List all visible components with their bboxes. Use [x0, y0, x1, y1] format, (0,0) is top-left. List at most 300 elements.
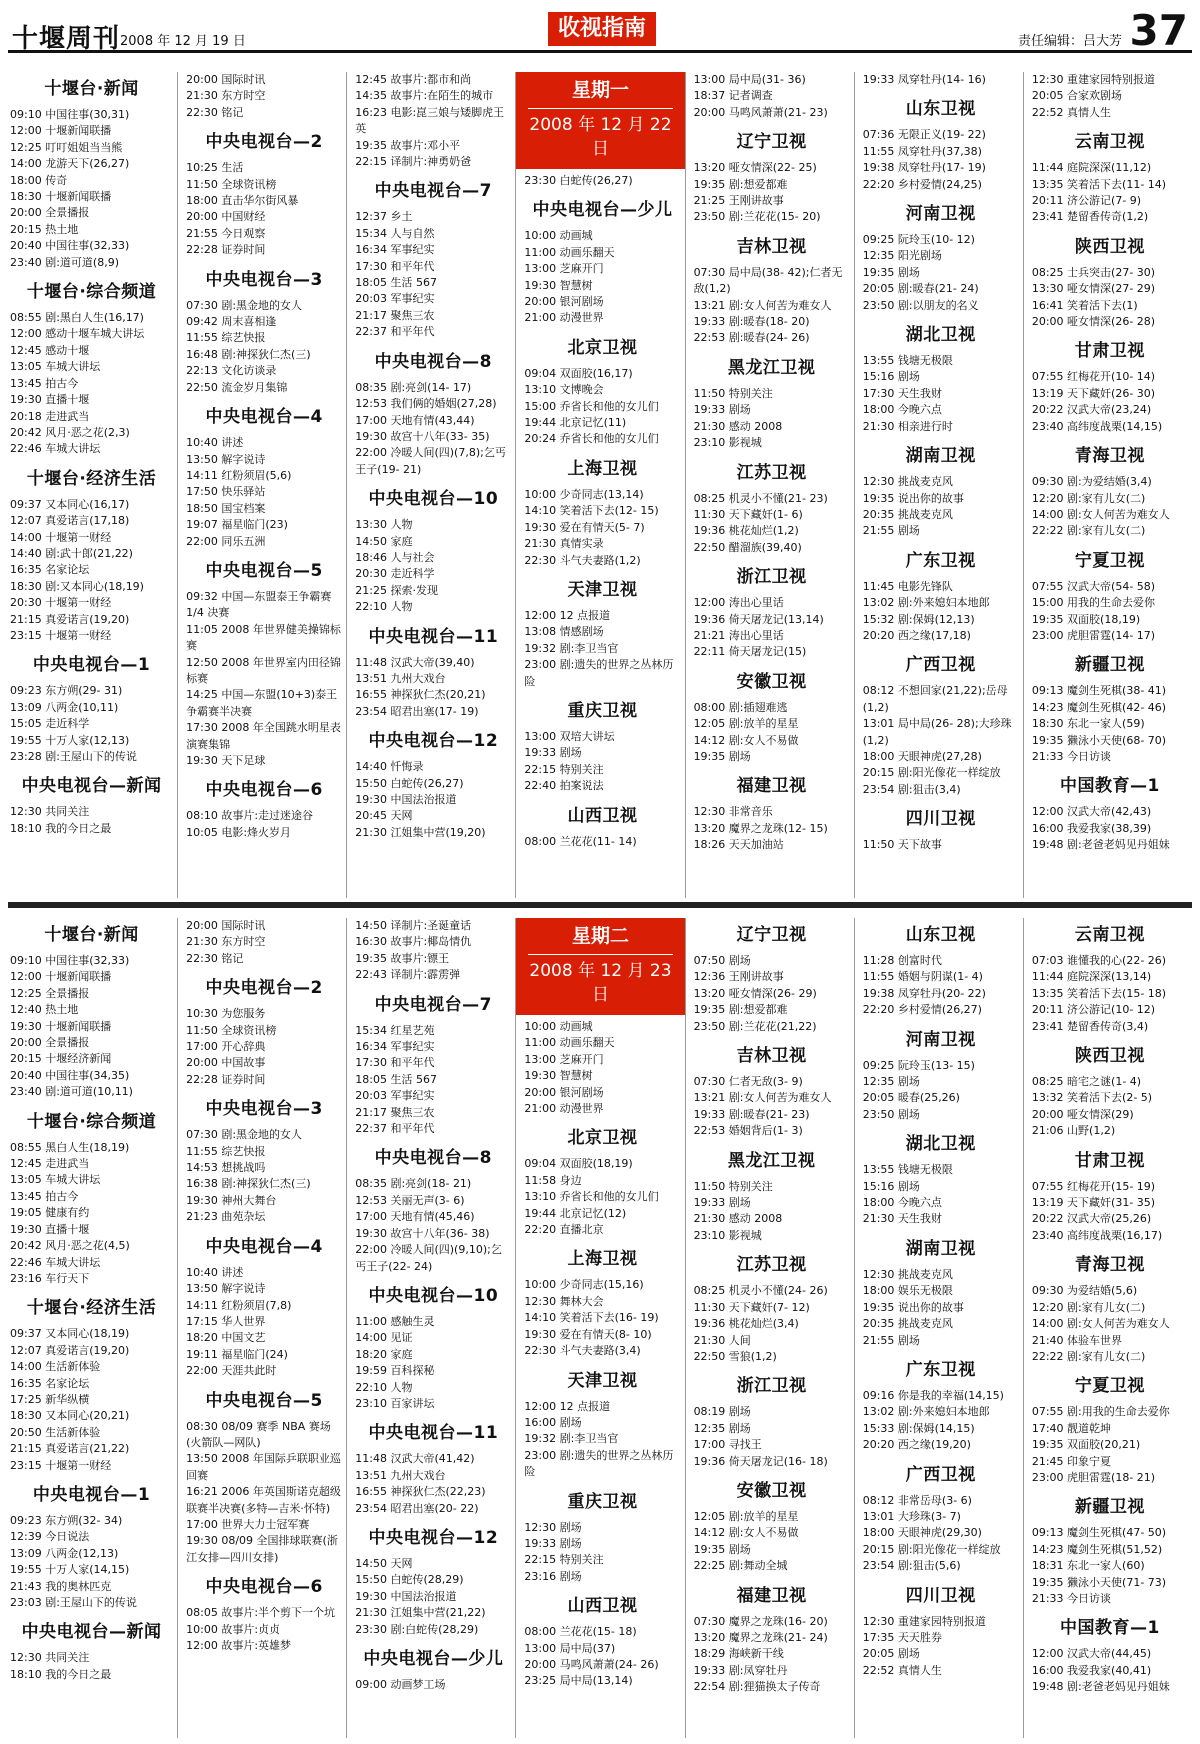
program-listing: 13:50 2008 年国际乒联职业巡回赛: [186, 1452, 341, 1482]
program-listing: 16:00 我爱我家(40,41): [1031, 1663, 1152, 1677]
program-listing: 22:00 天涯共此时: [186, 1364, 277, 1378]
program-listing: 13:20 魔界之龙珠(12- 15): [693, 821, 828, 835]
channel-heading: 黑龙江卫视: [727, 1150, 816, 1171]
program-listing: 19:35 剧场: [693, 749, 751, 763]
program-listing: 19:59 百科探秘: [355, 1364, 435, 1378]
program-listing: 20:40 中国往事(32,33): [10, 239, 130, 253]
program-listing: 09:32 中国—东盟泰王争霸赛 1/4 决赛: [186, 589, 335, 620]
channel-heading: 重庆卫视: [567, 700, 638, 721]
program-listing: 15:50 白蛇传(28,29): [355, 1573, 464, 1587]
channel-heading: 上海卫视: [567, 1249, 638, 1270]
channel-heading: 中央电视台—少儿: [363, 1649, 504, 1669]
program-listing: 18:30 东北一家人(59): [1031, 717, 1145, 731]
program-listing: 19:36 桃花灿烂(1,2): [693, 524, 799, 538]
program-listing: 14:50 天网: [355, 1556, 413, 1570]
program-listing: 15:34 红星艺苑: [355, 1023, 435, 1037]
channel-heading: 中央电视台—少儿: [532, 200, 673, 221]
listing-column: [515, 72, 684, 898]
program-listing: 09:23 东方朔(32- 34): [10, 1513, 123, 1527]
program-listing: 12:25 全景播报: [10, 986, 90, 1000]
program-listing: 23:00 虎胆雷霆(14- 17): [1031, 628, 1156, 642]
program-listing: 22:28 证券时间: [186, 243, 266, 257]
channel-heading: 浙江卫视: [736, 1376, 807, 1397]
program-listing: 23:50 剧场: [862, 1107, 920, 1121]
listing-column: [854, 72, 1023, 898]
channel-heading: 陕西卫视: [1074, 236, 1145, 257]
program-listing: 19:35 双面胶(18,19): [1031, 612, 1141, 626]
schedule-date: 2008 年 12 月 22 日: [528, 108, 672, 161]
program-listing: 12:20 剧:家有儿女(二): [1031, 1300, 1146, 1314]
program-listing: 20:18 走进武当: [10, 409, 90, 423]
channel-heading: 新疆卫视: [1074, 655, 1145, 676]
program-listing: 16:34 军事纪实: [355, 1040, 435, 1054]
program-listing: 16:48 剧:神探狄仁杰(三): [186, 347, 311, 361]
program-listing: 21:25 王刚讲故事: [693, 194, 784, 208]
program-listing: 21:23 曲苑杂坛: [186, 1210, 266, 1224]
program-listing: 19:38 凤穿牡丹(20- 22): [862, 986, 986, 1000]
channel-heading: 青海卫视: [1074, 1255, 1145, 1276]
program-listing: 12:07 真爱诺言(17,18): [10, 514, 130, 528]
program-listing: 14:00 龙游天下(26,27): [10, 157, 130, 171]
program-listing: 13:00 局中局(31- 36): [693, 73, 806, 86]
program-listing: 08:35 剧:亮剑(14- 17): [355, 380, 472, 394]
channel-heading: 中央电视台—6: [205, 780, 323, 801]
program-listing: 14:53 想挑战吗: [186, 1161, 266, 1175]
program-listing: 08:10 故事片:走过迷途谷: [186, 809, 314, 823]
program-listing: 10:00 少奇同志(15,16): [524, 1278, 644, 1292]
program-listing: 12:37 乡土: [355, 210, 413, 224]
program-listing: 18:30 十堰新闻联播: [10, 190, 112, 204]
program-listing: 09:00 动画梦工场: [355, 1678, 446, 1691]
channel-heading: 十堰台·新闻: [44, 79, 139, 99]
program-listing: 09:25 阮玲玉(10- 12): [862, 233, 975, 247]
program-listing: 13:50 解字说诗: [186, 1282, 266, 1296]
program-listing: 22:10 人物: [355, 600, 413, 614]
program-listing: 07:30 剧:黑金地的女人: [186, 298, 303, 312]
program-listing: 19:33 凤穿牡丹(14- 16): [862, 73, 986, 86]
program-listing: 22:22 剧:家有儿女(二): [1031, 524, 1146, 538]
channel-heading: 甘肃卫视: [1074, 1150, 1145, 1171]
program-listing: 22:53 剧:暖春(24- 26): [693, 331, 810, 345]
program-listing: 15:16 剧场: [862, 370, 920, 384]
channel-heading: 天津卫视: [567, 1370, 638, 1391]
program-listing: 09:30 为爱结婚(5,6): [1031, 1284, 1138, 1298]
channel-heading: 北京卫视: [567, 1128, 638, 1149]
program-listing: 13:32 笑着活下去(2- 5): [1031, 1091, 1153, 1105]
program-listing: 21:17 聚焦三农: [355, 308, 435, 322]
program-listing: 20:00 国际时讯: [186, 919, 266, 932]
program-listing: 12:07 真爱诺言(19,20): [10, 1343, 130, 1357]
program-listing: 18:05 生活 567: [355, 276, 437, 290]
program-listing: 20:20 西之缘(19,20): [862, 1438, 971, 1452]
program-listing: 20:15 剧:阳光像花一样绽放: [862, 1542, 1001, 1556]
program-listing: 22:52 真情人生: [862, 1663, 942, 1677]
program-listing: 19:32 剧:李卫当官: [524, 641, 619, 655]
program-listing: 22:15 特别关注: [524, 1553, 604, 1567]
program-listing: 18:00 天眼神虎(29,30): [862, 1526, 982, 1540]
channel-heading: 北京卫视: [567, 337, 638, 358]
program-listing: 13:00 芝麻开门: [524, 262, 604, 276]
program-listing: 20:05 暖春(25,26): [862, 1091, 960, 1105]
program-listing: 20:42 风月·恶之花(4,5): [10, 1239, 130, 1253]
channel-heading: 河南卫视: [905, 1029, 976, 1050]
channel-heading: 新疆卫视: [1074, 1497, 1145, 1518]
program-listing: 18:10 我的今日之最: [10, 1667, 112, 1681]
program-listing: 12:25 叮叮姐姐当当熊: [10, 140, 123, 154]
program-listing: 19:55 十万人家(14,15): [10, 1563, 130, 1577]
program-listing: 13:02 剧:外来媳妇本地郎: [862, 596, 990, 610]
listing-column: [685, 72, 854, 898]
program-listing: 20:00 银河剧场: [524, 1085, 604, 1099]
program-listing: 22:20 直播北京: [524, 1223, 604, 1237]
program-listing: 23:50 剧:兰花花(15- 20): [693, 210, 821, 224]
program-listing: 12:35 剧场: [693, 1421, 751, 1435]
program-listing: 19:35 说出你的故事: [862, 491, 964, 505]
program-listing: 21:30 感动 2008: [693, 1212, 783, 1226]
program-listing: 21:21 涛出心里话: [693, 628, 784, 642]
program-listing: 22:13 文化访谈录: [186, 364, 277, 378]
program-listing: 11:50 全球资讯榜: [186, 177, 277, 191]
program-listing: 14:12 剧:女人不易做: [693, 733, 799, 747]
listing-column: [1023, 72, 1192, 898]
program-listing: 22:53 婚姻背后(1- 3): [693, 1124, 803, 1138]
program-listing: 20:00 中国财经: [186, 210, 266, 224]
program-listing: 16:55 神探狄仁杰(22,23): [355, 1485, 486, 1499]
program-listing: 12:40 热土地: [10, 1003, 79, 1017]
channel-heading: 中央电视台—5: [205, 560, 323, 581]
program-listing: 09:16 你是我的幸福(14,15): [862, 1388, 1004, 1402]
program-listing: 07:30 剧:黑金地的女人: [186, 1128, 303, 1142]
channel-heading: 中国教育—1: [1059, 1618, 1160, 1639]
program-listing: 19:35 剧场: [862, 265, 920, 279]
program-listing: 14:11 红粉须眉(5,6): [186, 468, 292, 482]
program-listing: 13:35 笑着活下去(15- 18): [1031, 986, 1167, 1000]
program-listing: 16:41 笑着活下去(1): [1031, 298, 1138, 312]
program-listing: 17:00 天地有情(43,44): [355, 413, 475, 427]
program-listing: 23:40 高纬度战栗(16,17): [1031, 1228, 1163, 1242]
program-listing: 23:41 楚留香传奇(3,4): [1031, 1019, 1149, 1033]
program-listing: 20:05 剧:暖春(21- 24): [862, 282, 979, 296]
program-listing: 09:04 双面胶(18,19): [524, 1157, 633, 1171]
program-listing: 17:40 靓道乾坤: [1031, 1421, 1112, 1435]
channel-heading: 辽宁卫视: [736, 925, 807, 945]
program-listing: 12:30 重建家园特别报道: [862, 1614, 986, 1628]
channel-heading: 中央电视台—5: [205, 1390, 323, 1411]
program-listing: 18:37 记者调查: [693, 89, 773, 103]
program-listing: 19:33 剧场: [693, 1196, 751, 1210]
channel-heading: 安徽卫视: [736, 1480, 807, 1501]
program-listing: 19:33 剧场: [524, 1536, 582, 1550]
program-listing: 12:00 12 点报道: [524, 1399, 611, 1413]
channel-heading: 中央电视台—10: [368, 1285, 499, 1306]
program-listing: 13:30 哑女情深(27- 29): [1031, 282, 1156, 296]
program-listing: 22:30 斗气夫妻路(1,2): [524, 553, 641, 567]
program-listing: 07:55 红梅花开(10- 14): [1031, 370, 1156, 384]
channel-heading: 山西卫视: [567, 1596, 638, 1617]
channel-heading: 广东卫视: [905, 550, 976, 571]
program-listing: 12:05 剧:放羊的星星: [693, 717, 799, 731]
program-listing: 07:55 汉武大帝(54- 58): [1031, 579, 1156, 593]
program-listing: 19:05 健康有约: [10, 1206, 90, 1220]
program-listing: 19:35 獭泳小天使(68- 70): [1031, 733, 1167, 747]
channel-heading: 江苏卫视: [736, 462, 807, 483]
program-listing: 19:36 倚天屠龙记(16- 18): [693, 1454, 828, 1468]
program-listing: 11:28 创富时代: [862, 954, 942, 967]
program-listing: 20:15 十堰经济新闻: [10, 1052, 112, 1066]
program-listing: 20:11 济公游记(10- 12): [1031, 1003, 1156, 1017]
program-listing: 19:30 爱在有情天(8- 10): [524, 1327, 652, 1341]
program-listing: 08:00 兰花花(11- 14): [524, 834, 637, 848]
day-block-tuesday: [8, 918, 1192, 1738]
program-listing: 13:51 九州大戏台: [355, 671, 446, 685]
program-listing: 07:03 谁懂我的心(22- 26): [1031, 954, 1167, 967]
program-listing: 22:37 和平年代: [355, 1122, 435, 1136]
program-listing: 18:05 生活 567: [355, 1072, 437, 1086]
program-listing: 16:00 我爱我家(38,39): [1031, 821, 1152, 835]
program-listing: 19:33 剧:凤穿牡丹: [693, 1663, 788, 1677]
program-listing: 19:35 剧场: [693, 1542, 751, 1556]
channel-heading: 中央电视台—12: [368, 1527, 499, 1548]
program-listing: 17:00 天地有情(45,46): [355, 1210, 475, 1224]
listing-column: [854, 918, 1023, 1738]
program-listing: 10:40 讲述: [186, 1265, 244, 1279]
program-listing: 12:36 王刚讲故事: [693, 970, 784, 984]
program-listing: 17:30 和平年代: [355, 259, 435, 273]
program-listing: 12:30 非常音乐: [693, 805, 773, 819]
program-listing: 08:25 暗宅之谜(1- 4): [1031, 1075, 1142, 1089]
program-listing: 17:25 新华纵横: [10, 1392, 90, 1406]
program-listing: 18:00 直击华尔街风暴: [186, 194, 299, 208]
program-listing: 16:21 2006 年英国斯诺克超级联赛半决赛(多特—吉米·怀特): [186, 1485, 341, 1515]
channel-heading: 湖北卫视: [905, 325, 976, 346]
program-listing: 21:06 山野(1,2): [1031, 1124, 1116, 1138]
program-listing: 23:15 十堰第一财经: [10, 628, 112, 642]
program-listing: 18:20 家庭: [355, 1347, 413, 1361]
channel-heading: 浙江卫视: [736, 567, 807, 588]
program-listing: 17:00 开心辞典: [186, 1040, 266, 1054]
program-listing: 13:35 笑着活下去(11- 14): [1031, 177, 1167, 191]
program-listing: 09:13 魔剑生死棋(38- 41): [1031, 684, 1167, 698]
program-listing: 23:00 虎胆雷霆(18- 21): [1031, 1470, 1156, 1484]
program-listing: 14:00 生活新体验: [10, 1360, 101, 1374]
program-listing: 20:30 走近科学: [355, 567, 435, 581]
program-listing: 23:50 剧:兰花花(21,22): [693, 1019, 817, 1033]
program-listing: 14:00 见证: [355, 1331, 413, 1345]
program-listing: 18:00 今晚六点: [862, 403, 942, 417]
program-listing: 22:46 车城大讲坛: [10, 442, 101, 456]
program-listing: 07:50 剧场: [693, 954, 751, 967]
program-listing: 15:16 剧场: [862, 1179, 920, 1193]
program-listing: 10:05 电影:烽火岁月: [186, 825, 292, 839]
program-listing: 12:00 十堰新闻联播: [10, 970, 112, 984]
program-listing: 16:34 军事纪实: [355, 243, 435, 257]
day-banner: [516, 918, 684, 1015]
channel-heading: 中央电视台—10: [368, 489, 499, 510]
program-listing: 20:45 天网: [355, 809, 413, 823]
program-listing: 12:05 剧:放羊的星星: [693, 1509, 799, 1523]
program-listing: 19:30 直播十堰: [10, 393, 90, 407]
program-listing: 23:30 白蛇传(26,27): [524, 174, 633, 187]
program-listing: 10:00 动画城: [524, 229, 593, 243]
channel-heading: 中央电视台—新闻: [21, 776, 162, 797]
program-listing: 12:00 感动十堰车城大讲坛: [10, 327, 145, 341]
channel-heading: 山东卫视: [905, 99, 976, 120]
channel-heading: 中央电视台—7: [374, 181, 493, 202]
program-listing: 09:04 双面胶(16,17): [524, 366, 633, 380]
program-listing: 12:20 剧:家有儿女(二): [1031, 491, 1146, 505]
listing-column: [177, 918, 346, 1738]
program-listing: 21:30 真情实录: [524, 537, 604, 551]
program-listing: 14:12 剧:女人不易做: [693, 1526, 799, 1540]
channel-heading: 江苏卫视: [736, 1255, 807, 1276]
channel-heading: 十堰台·综合频道: [26, 282, 157, 303]
program-listing: 18:00 娱乐无极限: [862, 1284, 953, 1298]
channel-heading: 中央电视台—11: [368, 626, 499, 647]
program-listing: 13:01 大珍珠(3- 7): [862, 1509, 961, 1523]
program-listing: 13:02 剧:外来媳妇本地郎: [862, 1405, 990, 1419]
program-listing: 23:10 影视城: [693, 1228, 762, 1242]
day-block-monday: [8, 72, 1192, 898]
program-listing: 07:30 魔界之龙珠(16- 20): [693, 1614, 828, 1628]
channel-heading: 宁夏卫视: [1074, 1376, 1145, 1397]
program-listing: 12:00 故事片:英雄梦: [186, 1639, 292, 1652]
program-listing: 18:10 我的今日之最: [10, 821, 112, 835]
program-listing: 11:48 汉武大帝(39,40): [355, 655, 475, 669]
program-listing: 14:23 魔剑生死棋(51,52): [1031, 1542, 1163, 1556]
program-listing: 13:00 局中局(37): [524, 1641, 616, 1655]
program-listing: 19:35 故事片:镖王: [355, 951, 450, 965]
program-listing: 17:30 2008 年全国跳水明星表演赛集锦: [186, 721, 341, 751]
program-listing: 19:30 中国法治报道: [355, 793, 457, 806]
channel-heading: 十堰台·综合频道: [26, 1111, 157, 1132]
program-listing: 16:35 名家论坛: [10, 563, 90, 577]
program-listing: 22:15 译制片:神勇奶爸: [355, 155, 472, 169]
program-listing: 19:35 剧:想爱都难: [693, 177, 788, 191]
program-listing: 08:00 兰花花(15- 18): [524, 1625, 637, 1639]
program-listing: 10:30 为您服务: [186, 1007, 266, 1021]
program-listing: 18:31 东北一家人(60): [1031, 1559, 1145, 1573]
program-listing: 10:00 少奇同志(13,14): [524, 487, 644, 501]
program-listing: 21:30 江姐集中营(19,20): [355, 825, 486, 839]
program-listing: 21:30 人间: [693, 1333, 751, 1347]
program-listing: 13:51 九州大戏台: [355, 1468, 446, 1482]
channel-heading: 广东卫视: [905, 1359, 976, 1380]
program-listing: 23:28 剧:王屋山下的传说: [10, 750, 137, 763]
program-listing: 13:01 局中局(26- 28);大珍珠(1,2): [862, 717, 1012, 747]
program-listing: 21:30 东方时空: [186, 935, 266, 949]
program-listing: 12:00 十堰新闻联播: [10, 124, 112, 138]
program-listing: 23:30 剧:白蛇传(28,29): [355, 1622, 479, 1636]
program-listing: 13:10 乔省长和他的女儿们: [524, 1190, 659, 1204]
program-listing: 19:35 剧:想爱都难: [693, 1003, 788, 1017]
channel-heading: 山西卫视: [567, 805, 638, 826]
program-listing: 21:45 印象宁夏: [1031, 1454, 1112, 1468]
program-listing: 22:20 乡村爱情(24,25): [862, 177, 982, 191]
program-listing: 19:35 故事片:邓小平: [355, 138, 461, 152]
program-listing: 19:30 神州大舞台: [186, 1193, 277, 1207]
channel-heading: 陕西卫视: [1074, 1046, 1145, 1067]
program-listing: 13:21 剧:女人何苦为难女人: [693, 1091, 832, 1105]
program-listing: 13:09 八两金(10,11): [10, 700, 119, 714]
program-listing: 16:30 故事片:椰岛情仇: [355, 935, 472, 949]
program-listing: 21:30 江姐集中营(21,22): [355, 1606, 486, 1620]
program-listing: 23:41 楚留香传奇(1,2): [1031, 210, 1149, 224]
program-listing: 14:40 忏悔录: [355, 760, 424, 774]
program-listing: 19:38 凤穿牡丹(17- 19): [862, 161, 986, 175]
channel-heading: 十堰台·经济生活: [26, 1298, 157, 1319]
program-listing: 18:46 人与社会: [355, 550, 435, 564]
program-listing: 12:45 故事片:都市和尚: [355, 73, 472, 86]
program-listing: 22:46 车城大讲坛: [10, 1255, 101, 1269]
program-listing: 13:00 芝麻开门: [524, 1052, 604, 1066]
channel-heading: 十堰台·经济生活: [26, 468, 157, 489]
program-listing: 22:00 同乐五洲: [186, 534, 266, 548]
program-listing: 07:36 无限正义(19- 22): [862, 128, 986, 142]
program-listing: 21:40 体验车世界: [1031, 1333, 1123, 1347]
listing-column: [8, 918, 177, 1738]
program-listing: 11:44 庭院深深(13,14): [1031, 970, 1152, 984]
channel-heading: 中央电视台—6: [205, 1577, 323, 1598]
program-listing: 19:44 北京记忆(12): [524, 1206, 627, 1220]
program-listing: 16:00 剧场: [524, 1415, 582, 1429]
program-listing: 12:30 剧场: [524, 1520, 582, 1534]
program-listing: 23:00 剧:遗失的世界之丛林历险: [524, 1448, 674, 1479]
program-listing: 10:40 讲述: [186, 436, 244, 450]
program-listing: 22:43 译制片:霹雳弹: [355, 968, 461, 982]
program-listing: 13:45 拍古今: [10, 1189, 79, 1203]
channel-heading: 青海卫视: [1074, 446, 1145, 467]
program-listing: 08:55 黑白人生(18,19): [10, 1140, 130, 1154]
program-listing: 11:50 天下故事: [862, 838, 942, 852]
program-listing: 08:12 不想回家(21,22);岳母(1,2): [862, 684, 1008, 714]
channel-heading: 湖南卫视: [905, 1238, 976, 1259]
program-listing: 13:55 钱塘无极限: [862, 1163, 953, 1177]
program-listing: 23:03 剧:王屋山下的传说: [10, 1596, 137, 1609]
program-listing: 20:00 国际时讯: [186, 73, 266, 86]
program-listing: 11:55 综艺快报: [186, 1144, 266, 1158]
program-listing: 22:00 冷暖人间(四)(7,8);乞丐王子(19- 21): [355, 446, 506, 476]
program-listing: 22:30 斗气夫妻路(3,4): [524, 1344, 641, 1358]
channel-heading: 福建卫视: [736, 1585, 807, 1606]
program-listing: 21:15 真爱诺言(21,22): [10, 1442, 130, 1456]
section-title: 收视指南: [548, 12, 656, 46]
program-listing: 14:50 家庭: [355, 534, 413, 548]
program-listing: 20:22 汉武大帝(23,24): [1031, 403, 1152, 417]
channel-heading: 中央电视台—4: [205, 1236, 323, 1257]
program-listing: 21:30 天生我财: [862, 1212, 942, 1226]
program-listing: 15:05 走近科学: [10, 717, 90, 731]
program-listing: 09:37 又本同心(16,17): [10, 497, 130, 511]
program-listing: 17:30 天生我财: [862, 386, 942, 400]
program-listing: 23:40 高纬度战栗(14,15): [1031, 419, 1163, 433]
program-listing: 19:36 桃花灿烂(3,4): [693, 1317, 799, 1331]
program-listing: 19:30 08/09 全国排球联赛(浙江女排—四川女排): [186, 1534, 338, 1564]
program-listing: 20:35 挑战麦克风: [862, 507, 953, 521]
program-listing: 12:53 关丽无声(3- 6): [355, 1193, 465, 1207]
channel-heading: 中央电视台—2: [205, 132, 323, 153]
program-listing: 20:30 十堰第一财经: [10, 596, 112, 610]
program-listing: 19:30 中国法治报道: [355, 1589, 457, 1603]
program-listing: 20:00 全景播报: [10, 1036, 90, 1050]
program-listing: 08:19 剧场: [693, 1405, 751, 1419]
program-listing: 21:30 相亲进行时: [862, 419, 953, 433]
program-listing: 23:54 剧:狙击(3,4): [862, 782, 961, 796]
program-listing: 15:00 乔省长和他的女儿们: [524, 399, 659, 413]
program-listing: 09:25 阮玲玉(13- 15): [862, 1058, 975, 1072]
channel-heading: 四川卫视: [905, 809, 976, 830]
program-listing: 11:00 动画乐翻天: [524, 1036, 615, 1050]
program-listing: 19:55 十万人家(12,13): [10, 733, 130, 747]
